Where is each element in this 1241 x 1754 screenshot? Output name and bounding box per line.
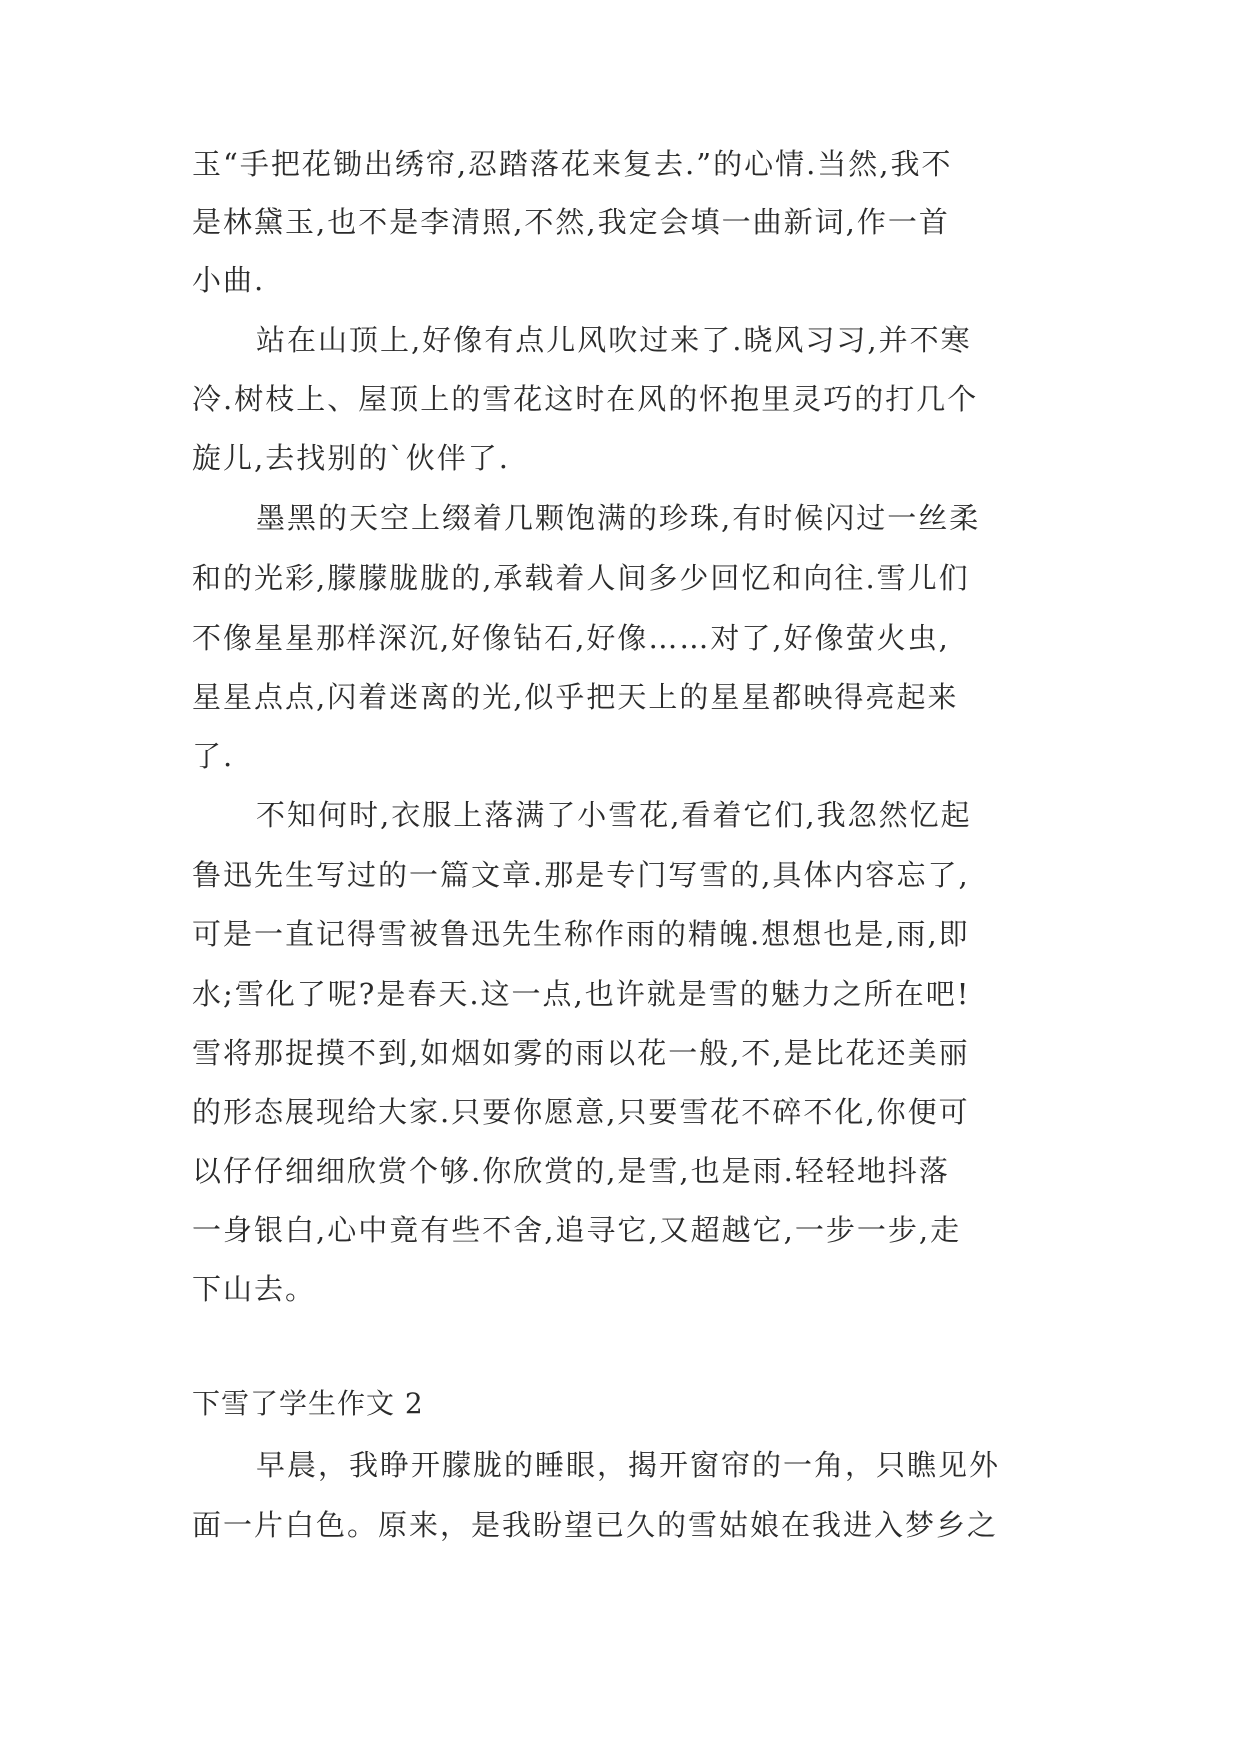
paragraph-line: 不像星星那样深沉,好像钻石,好像……对了,好像萤火虫, <box>192 621 950 655</box>
paragraph-line: 和的光彩,朦朦胧胧的,承载着人间多少回忆和向往.雪儿们 <box>192 561 970 595</box>
paragraph-line: 冷.树枝上、屋顶上的雪花这时在风的怀抱里灵巧的打几个 <box>192 382 979 416</box>
paragraph-line: 墨黑的天空上缀着几颗饱满的珍珠,有时候闪过一丝柔 <box>256 501 981 535</box>
paragraph-line: 站在山顶上,好像有点儿风吹过来了.晓风习习,并不寒 <box>256 323 972 357</box>
paragraph-line: 下山去。 <box>192 1272 317 1306</box>
paragraph-line: 鲁迅先生写过的一篇文章.那是专门写雪的,具体内容忘了, <box>192 858 970 892</box>
paragraph-line: 玉“手把花锄出绣帘,忍踏落花来复去.”的心情.当然,我不 <box>192 147 953 181</box>
paragraph-line: 了. <box>192 739 235 773</box>
paragraph-line: 雪将那捉摸不到,如烟如雾的雨以花一般,不,是比花还美丽 <box>192 1036 970 1070</box>
paragraph-line: 的形态展现给大家.只要你愿意,只要雪花不碎不化,你便可 <box>192 1095 970 1129</box>
paragraph-line: 小曲. <box>192 263 266 297</box>
paragraph-line: 一身银白,心中竟有些不舍,追寻它,又超越它,一步一步,走 <box>192 1213 962 1247</box>
paragraph-line: 可是一直记得雪被鲁迅先生称作雨的精魄.想想也是,雨,即 <box>192 917 970 951</box>
section-heading: 下雪了学生作文 2 <box>192 1387 424 1420</box>
paragraph-line: 星星点点,闪着迷离的光,似乎把天上的星星都映得亮起来 <box>192 680 959 714</box>
paragraph-line: 水;雪化了呢?是春天.这一点,也许就是雪的魅力之所在吧! <box>192 977 971 1011</box>
paragraph-line: 面一片白色。原来，是我盼望已久的雪姑娘在我进入梦乡之 <box>192 1508 999 1542</box>
paragraph-line: 旋儿,去找别的`伙伴了. <box>192 441 510 475</box>
paragraph-line: 是林黛玉,也不是李清照,不然,我定会填一曲新词,作一首 <box>192 205 950 239</box>
paragraph-line: 以仔仔细细欣赏个够.你欣赏的,是雪,也是雨.轻轻地抖落 <box>192 1154 950 1188</box>
paragraph-line: 早晨，我睁开朦胧的睡眼，揭开窗帘的一角，只瞧见外 <box>256 1448 1001 1482</box>
paragraph-line: 不知何时,衣服上落满了小雪花,看着它们,我忽然忆起 <box>256 798 972 832</box>
